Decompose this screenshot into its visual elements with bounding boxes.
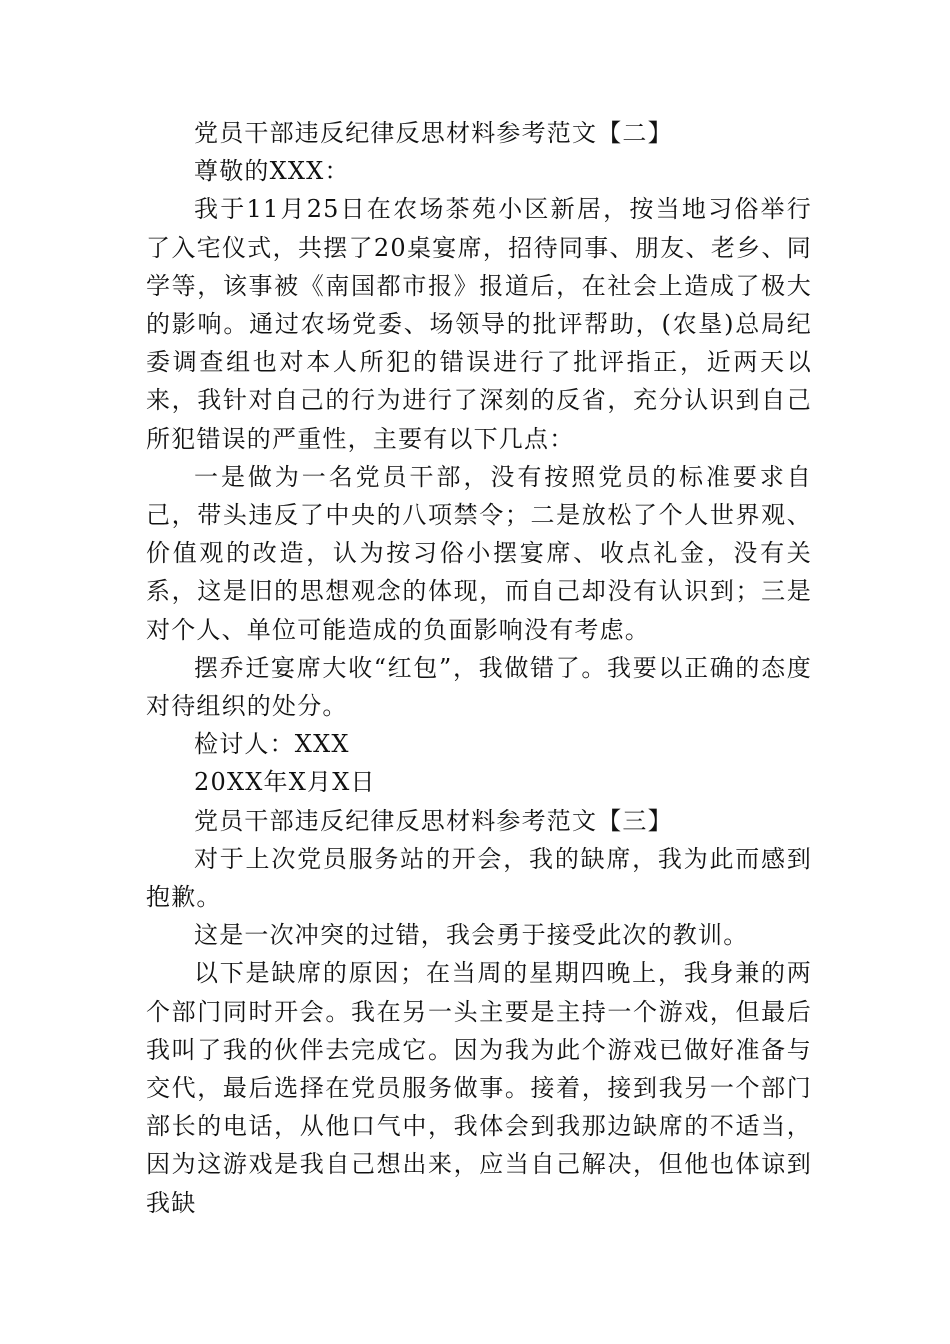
signature-line: 检讨人：XXX [194,730,350,759]
body-paragraph: 一是做为一名党员干部，没有按照党员的标准要求自己，带头违反了中央的八项禁令；二是放松了个人世界观、价值观的改造，认为按习俗小摆宴席、收点礼金，没有关系，这是旧的思想观念的体现，而自己却没有认识到；三是对个人、单位可能造成的负面影响没有考虑。 [146,462,812,644]
salutation: 尊敬的XXX： [194,157,350,186]
document-body [146,114,812,1222]
body-paragraph: 我于11月25日在农场茶苑小区新居，按当地习俗举行了入宅仪式，共摆了20桌宴席，招待同事、朋友、老乡、同学等，该事被《南国都市报》报道后，在社会上造成了极大的影响。通过农场党委、场领导的批评帮助，(农垦)总局纪委调查组也对本人所犯的错误进行了批评指正，近两天以来，我针对自己的行为进行了深刻的反省，充分认识到自己所犯错误的严重性，主要有以下几点： [146,195,812,453]
body-paragraph: 这是一次冲突的过错，我会勇于接受此次的教训。 [194,921,749,950]
body-paragraph: 以下是缺席的原因；在当周的星期四晚上，我身兼的两个部门同时开会。我在另一头主要是主持一个游戏，但最后我叫了我的伙伴去完成它。因为我为此个游戏已做好准备与交代，最后选择在党员服务做事。接着，接到我另一个部门部长的电话，从他口气中，我体会到我那边缺席的不适当，因为这游戏是我自己想出来，应当自己解决，但他也体谅到我缺 [146,959,812,1217]
body-paragraph: 摆乔迁宴席大收“红包”，我做错了。我要以正确的态度对待组织的处分。 [146,653,812,721]
section-title-2: 党员干部违反纪律反思材料参考范文【二】 [194,119,673,147]
date-line: 20XX年X月X日 [194,768,376,797]
body-paragraph: 对于上次党员服务站的开会，我的缺席，我为此而感到抱歉。 [146,844,812,912]
section-title-3: 党员干部违反纪律反思材料参考范文【三】 [194,806,673,835]
